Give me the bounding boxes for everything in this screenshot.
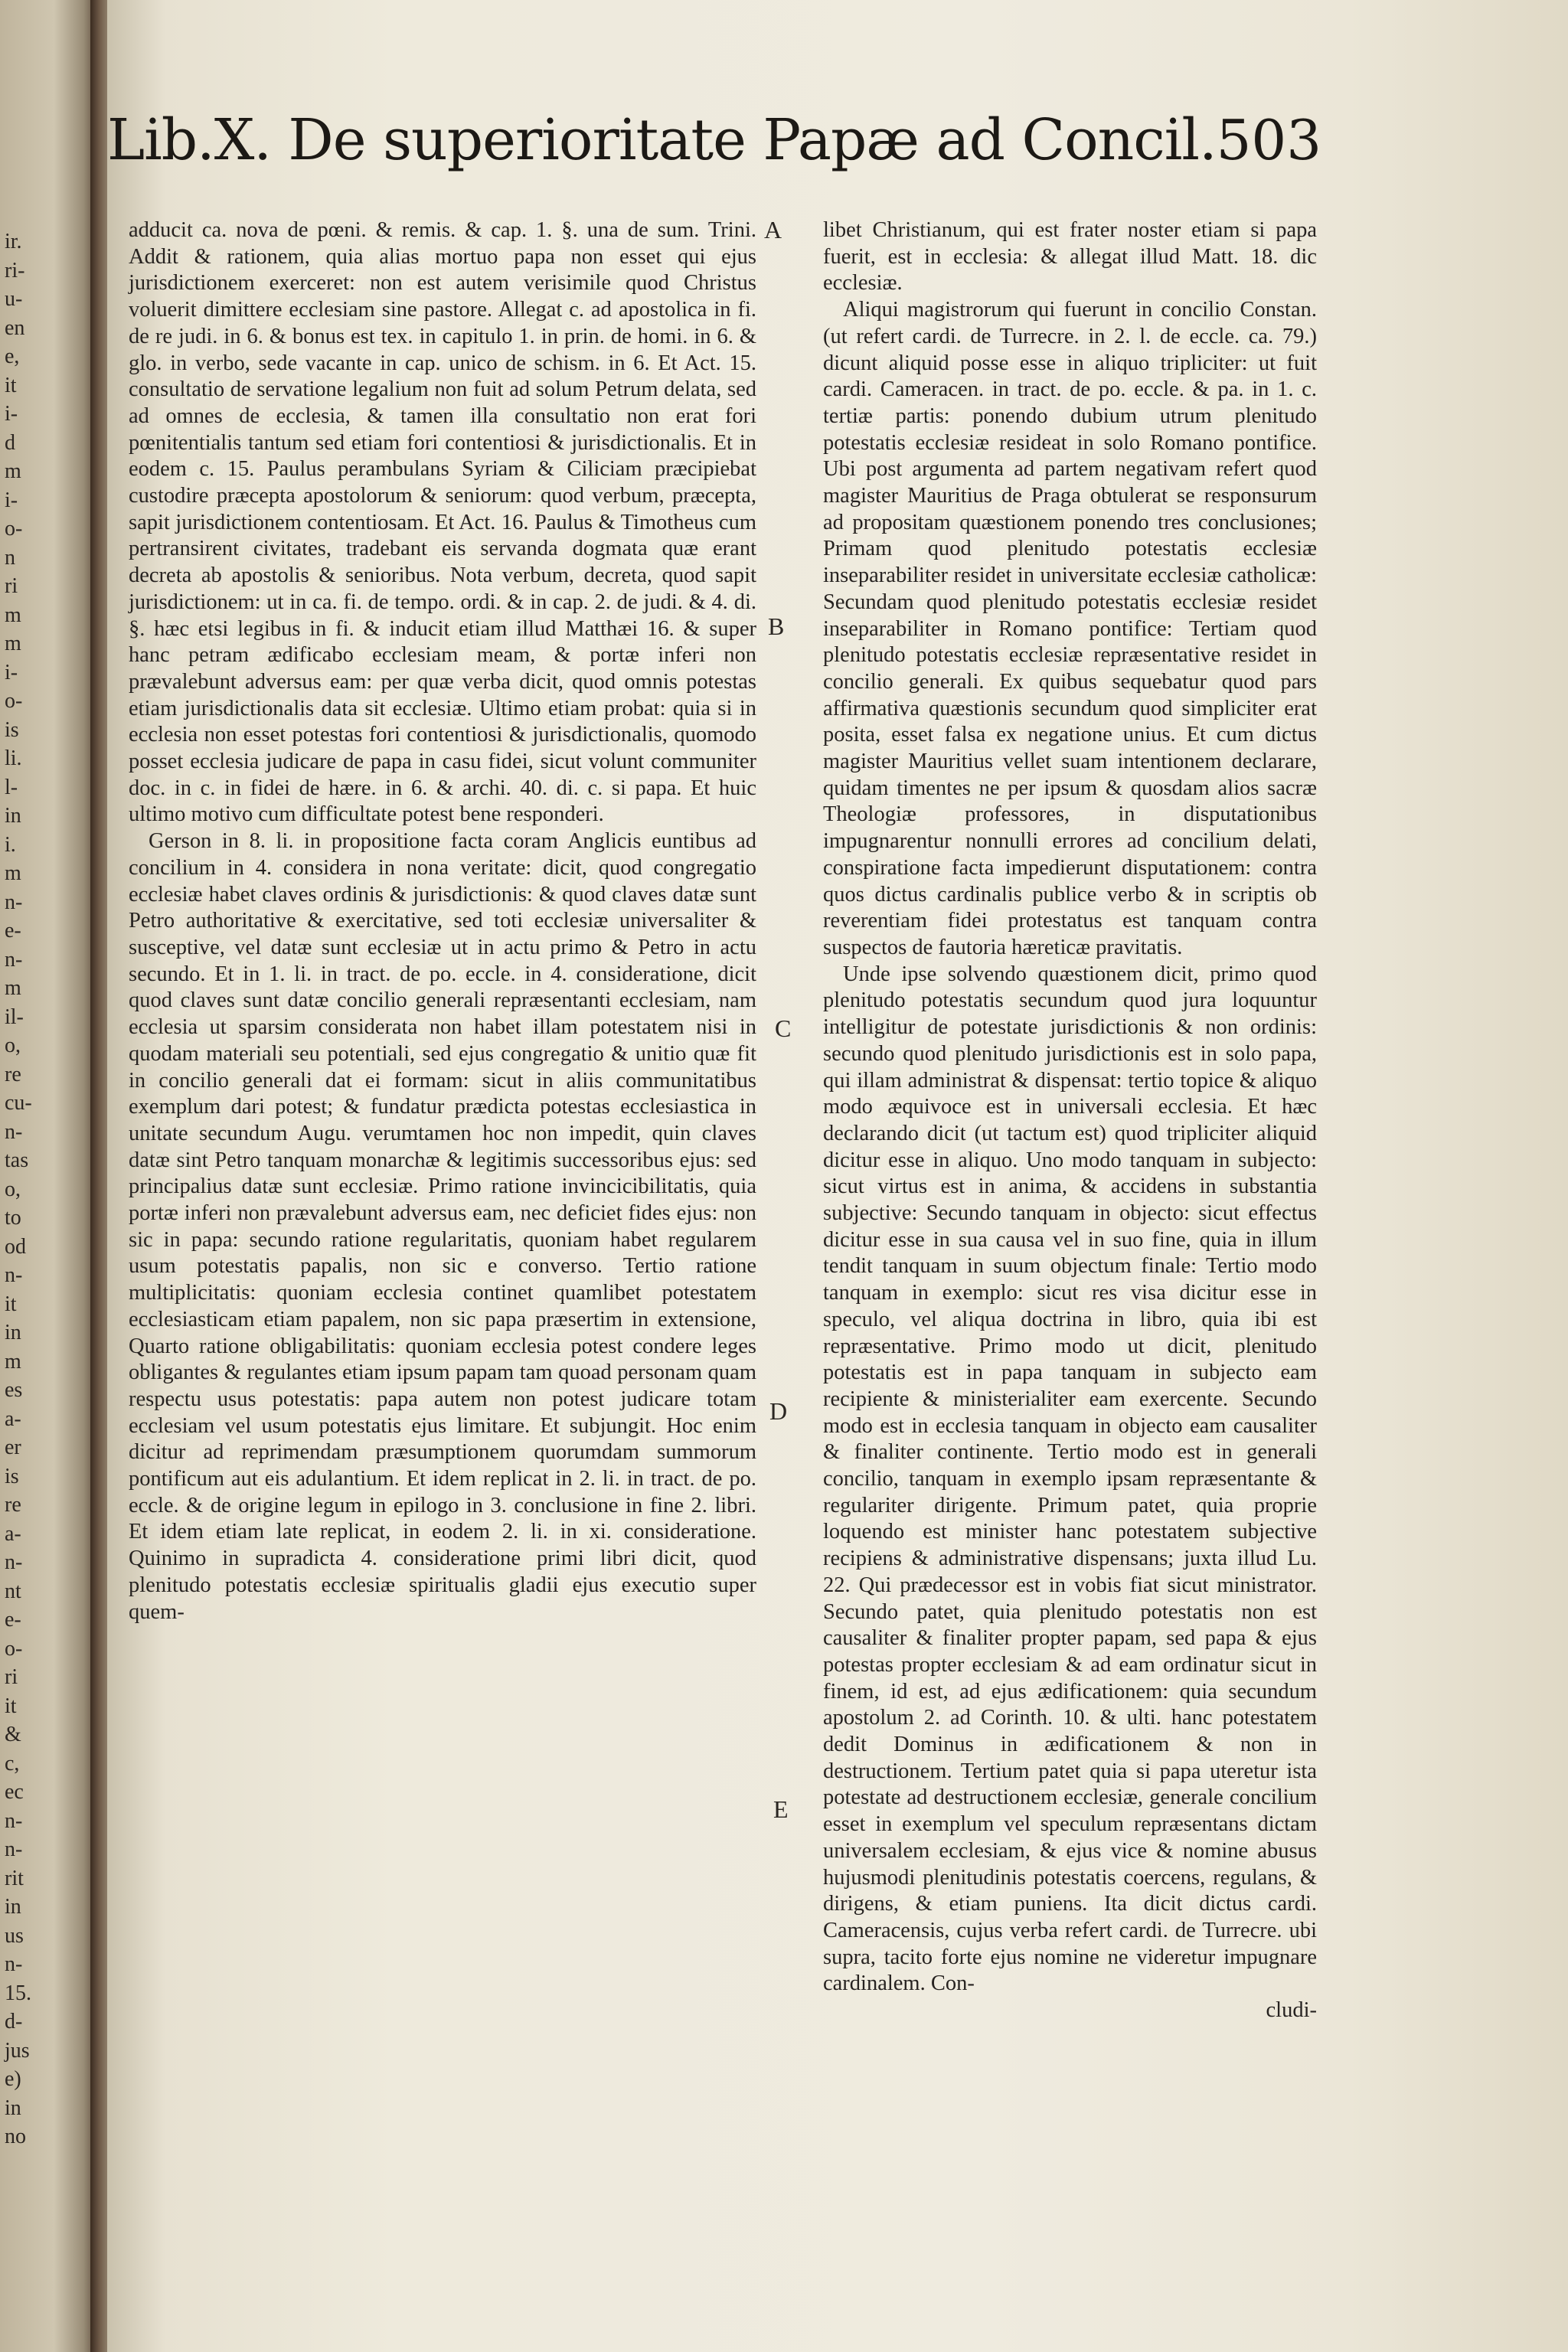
fragment-text: a- <box>5 1406 21 1431</box>
fragment-text: e) <box>5 2067 21 2091</box>
fragment-text: rit <box>5 1866 24 1890</box>
fragment-text: m <box>5 1349 21 1374</box>
fragment-text: i- <box>5 402 18 426</box>
margin-marker-e: E <box>773 1795 789 1823</box>
fragment-text: cu- <box>5 1091 32 1115</box>
fragment-text: in <box>5 804 21 828</box>
page-header <box>107 107 1322 173</box>
fragment-text: tas <box>5 1148 29 1172</box>
fragment-text: n- <box>5 947 23 972</box>
fragment-text: m <box>5 976 21 1000</box>
fragment-text: ri <box>5 1665 18 1689</box>
margin-marker-b: B <box>768 612 785 640</box>
fragment-text: e, <box>5 345 20 368</box>
fragment-text: l- <box>5 775 18 799</box>
fragment-text: es <box>5 1378 23 1402</box>
fragment-text: is <box>5 1464 19 1488</box>
fragment-text: u- <box>5 287 23 311</box>
fragment-text: m <box>5 861 21 885</box>
fragment-text: n- <box>5 1263 23 1287</box>
fragment-text: n- <box>5 1838 23 1861</box>
fragment-text: i- <box>5 488 18 512</box>
previous-page-fragment <box>0 0 98 2352</box>
fragment-text: re <box>5 1062 21 1086</box>
fragment-text: i- <box>5 660 18 684</box>
fragment-text: m <box>5 603 21 627</box>
fragment-text: en <box>5 315 25 340</box>
paragraph: Aliqui magistrorum qui fuerunt in concilio Constan. (ut refert cardi. de Turrecre. in 2. l. de eccle. ca. 79.) dicunt aliquid posse esse in aliquo tripliciter: ut fuit cardi. Cameracen. in tract. de po. eccle. & pa. in 1. c. tertiæ partis: ponendo dubium utrum plenitudo potestatis ecclesiæ resideat in solo Romano pontifice. Ubi post argumenta ad partem negativam refert quod magister Mauritius de Praga obtulerat se responsurum ad propositam quæstionem ponendo tres conclusiones; Primam quod plenitudo potestatis ecclesiæ inseparabiliter residet in universitate ecclesiæ catholicæ: Secundam quod plenitudo potestatis ecclesiæ residet inseparabiliter in Romano pontifice: Tertiam quod plenitudo potestatis ecclesiæ repræsentative residet in concilio generali. Ex quibus sequebatur quod pars affirmativa quæstionis secundum quod simpliciter erat posita, esset falsa ex negatione unius. Et cum dictus magister Mauritius vellet suam intentionem declarare, quidam timentes ne per ipsum & quosdam alios sacræ Theologiæ professores, in disputationibus impugnarentur nonnulli errores ad concilium delati, conspiratione facta impedierunt disputationem: contra quos dictus cardinalis publice verbo & in scriptis ob reverentiam fidei protestatus est tanquam contra suspectos de fautoria hæreticæ pravitatis. <box>823 298 1317 959</box>
fragment-text: e- <box>5 919 21 942</box>
fragment-text: od <box>5 1234 26 1259</box>
fragment-text: c, <box>5 1751 20 1775</box>
fragment-text: ri <box>5 574 18 598</box>
fragment-text: d <box>5 430 15 455</box>
fragment-text: d- <box>5 2010 23 2034</box>
fragment-text: li. <box>5 746 22 770</box>
fragment-text: 15. <box>5 1981 31 2005</box>
fragment-text: jus <box>5 2038 30 2063</box>
left-column <box>129 217 756 1625</box>
fragment-text: o- <box>5 517 23 541</box>
fragment-text: m <box>5 632 21 655</box>
right-column <box>823 217 1317 2024</box>
paragraph: Gerson in 8. li. in propositione facta coram Anglicis euntibus ad concilium in 4. considera in nona veritate: dicit, quod congregatio ecclesiæ habet claves ordinis & jurisdictionis: & quod claves datæ sunt Petro authoritative & exercitative, sed toti ecclesiæ universaliter & susceptive, vel datæ sunt ecclesiæ ut in actu primo & Petro in actu secundo. Et in 1. li. in tract. de po. eccle. in 4. consideratione, dicit quod claves sunt datæ concilio generali repræsentanti ecclesiam, nam ecclesia ut sparsim considerata non habet illam potestatem nisi in quodam materiali seu potentiali, sed ejus congregatio & unitio quæ fit in concilio generali dat ei formam: sicut in aliis communitatibus exemplum dari potest; & fundatur prædicta potestas ecclesiastica in unitate secundum Augu. verumtamen hoc non impedit, quin claves datæ sint Petro tanquam monarchæ & legitimis successoribus ejus: sed principalius datæ sunt ecclesiæ. Primo ratione invincicibilitatis, quia portæ inferi non prævalebunt adversus eam, nec deficiet fides ejus: non sic in papa: secundo ratione regularitatis, quoniam habet regularem usum potestatis papalis, non sic e converso. Tertio ratione multiplicitatis: quoniam ecclesia continet quamlibet potestatem ecclesiasticam etiam papalem, non sic papa præsertim in extensione, Quarto ratione obligabilitatis: quoniam ecclesia potest condere leges obligantes & regulantes etiam ipsum papam tam quoad personam quam respectu usus potestatis: papa autem non potest judicare totam ecclesiam vel usum potestatis ejus limitare. Et subjungit. Hoc enim dicitur ad reprimendam præsumptionem quorumdam summorum pontificum aut eis adulantium. Et idem replicat in 2. li. in tract. de po. eccle. & de origine legum in epilogo in 3. conclusione in fine 2. libri. Et idem etiam late replicat, in eodem 2. li. in xi. consideratione. Quinimo in supradicta 4. consideratione primi libri dicit, quod plenitudo potestatis ecclesiæ spiritualis gladii ejus executio super quem- <box>129 829 756 1624</box>
fragment-text: & <box>5 1723 21 1746</box>
fragment-text: no <box>5 2125 26 2148</box>
margin-marker-c: C <box>775 1014 792 1042</box>
fragment-text: n <box>5 545 15 570</box>
running-title: Lib.X. De superioritate Papæ ad Concil. <box>107 107 1217 173</box>
fragment-text: it <box>5 1694 17 1718</box>
fragment-text: ec <box>5 1780 24 1804</box>
fragment-text: it <box>5 373 17 397</box>
fragment-text: n- <box>5 890 23 914</box>
fragment-text: in <box>5 1321 21 1344</box>
fragment-text: it <box>5 1292 17 1316</box>
fragment-text: il- <box>5 1004 24 1029</box>
fragment-text: o- <box>5 1636 23 1661</box>
margin-marker-d: D <box>769 1397 788 1425</box>
paragraph: libet Christianum, qui est frater noster etiam si papa fuerit, est in ecclesia: & allegat illud Matt. 18. dic ecclesiæ. <box>823 218 1317 296</box>
fragment-text: ri- <box>5 258 25 283</box>
fragment-text: is <box>5 717 19 742</box>
fragment-text: in <box>5 2096 21 2120</box>
fragment-text: in <box>5 1895 21 1919</box>
margin-marker-a: A <box>764 216 782 243</box>
catchword: cludi- <box>1266 1998 1317 2023</box>
fragment-text: i. <box>5 832 16 857</box>
fragment-text: us <box>5 1923 24 1948</box>
fragment-text: n- <box>5 1952 23 1976</box>
fragment-text: o, <box>5 1177 21 1201</box>
fragment-text: a- <box>5 1521 21 1546</box>
paragraph: adducit ca. nova de pœni. & remis. & cap. 1. §. una de sum. Trini. Addit & rationem, quia alias mortuo papa non esset qui ejus jurisdictionem exerceret: non est autem verisimile quod Christus voluerit dimittere ecclesiam sine pastore. Allegat c. ad apostolica in fi. de re judi. in 6. & bonus est tex. in capitulo 1. in prin. de homi. in 6. & glo. in verbo, sede vacante in cap. unico de schism. in 6. Et Act. 15. consultatio de servatione legalium non fuit ad solum Petrum delata, sed ad omnes de ecclesia, & tamen illa consultatio non erat fori pœnitentialis tantum sed etiam fori contentiosi & jurisdictionalis. Et in eodem c. 15. Paulus perambulans Syriam & Ciliciam præcipiebat custodire præcepta apostolorum & seniorum: quod verbum, præcepta, sapit jurisdictionem contentiosam. Et Act. 16. Paulus & Timotheus cum pertransirent civitates, tradebant eis servanda dogmata quæ erant decreta ab apostolis & senioribus. Nota verbum, decreta, quod sapit jurisdictionem: ut in ca. fi. de tempo. ordi. & in cap. 2. de judi. & 4. di. §. hæc etsi legibus in fi. & inducit etiam illud Matthæi 16. & super hanc petram ædificabo ecclesiam meam, & portæ inferi non prævalebunt adversus eam: per quæ verba dicit, quod omnis potestas etiam jurisdictionalis data sit ecclesiæ. Ultimo etiam probat: quia si in ecclesia non esset potestas fori contentiosi & jurisdictionalis, quomodo posset ecclesia judicare de papa in casu fidei, sicut volunt communiter doc. in c. in fidei de hære. in 6. & archi. 40. di. c. si papa. Et huic ultimo motivo cum difficultate potest bene responderi. <box>129 218 756 827</box>
fragment-text: re <box>5 1493 21 1517</box>
fragment-text: o, <box>5 1034 21 1057</box>
fragment-text: ir. <box>5 230 22 253</box>
fragment-text: o- <box>5 689 23 713</box>
fragment-text: n- <box>5 1550 23 1574</box>
fragment-text: n- <box>5 1119 23 1144</box>
fragment-text: er <box>5 1436 21 1459</box>
page-number: 503 <box>1216 108 1322 172</box>
paragraph: Unde ipse solvendo quæstionem dicit, primo quod plenitudo potestatis secundum quod jura loquuntur intelligitur de potestate jurisdictionis & non ordinis: secundo quod plenitudo jurisdictionis est in solo papa, qui illam administrat & dispensat: tertio topice & aliquo modo æquivoce est in universali ecclesia. Et hæc declarando dicit (ut tactum est) quod tripliciter aliquid dicitur esse in aliquo. Uno modo tanquam in subjecto: sicut virtus est in anima, & accidens in substantia subjective: Secundo tanquam in objecto: sicut effectus dicitur esse in sua causa vel in suo fine, quia in illum tendit tanquam in suum objectum finale: Tertio modo tanquam in exemplo: sicut res visa dicitur esse in speculo, vel aliqua doctrina in libro, quia ibi est repræsentative. Primo modo ut dicit, plenitudo potestatis est in papa tanquam in subjecto eam recipiente & ministerialiter eam exercente. Secundo modo est in ecclesia tanquam in objecto eam causaliter & finaliter continente. Tertio modo est in generali concilio, tanquam in exemplo ipsam repræsentante & regulariter dirigente. Primum patet, quia proprie loquendo est minister hanc potestatem subjective recipiens & administrative dispensans; juxta illud Lu. 22. Qui prædecessor est in vobis fiat sicut ministrator. Secundo patet, quia plenitudo potestatis non est causaliter & finaliter propter papam, sed papa & ejus potestas propter ecclesiam & ad eam ordinatur sicut in finem, id est, ad ejus ædificationem: quia secundum apostolum 2. ad Corinth. 10. & ulti. hanc potestatem dedit Dominus in ædificationem & non in destructionem. Tertium patet quia si papa uteretur ista potestate ad destructionem ecclesiæ, generale concilium esset in exemplum vel speculum repræsentans dictam universalem ecclesiam, & ejus vice & nomine abusus hujusmodi plenitudinis potestatis coercens, regulans, & dirigens, & etiam puniens. Ita dicit dictus cardi. Cameracensis, cujus verba refert cardi. de Turrecre. ubi supra, tacito forte ejus nomine ne videretur impugnare cardinalem. Con- <box>823 962 1317 1996</box>
fragment-text: nt <box>5 1579 21 1603</box>
fragment-text: to <box>5 1206 21 1230</box>
fragment-text: n- <box>5 1808 23 1833</box>
fragment-text: e- <box>5 1608 21 1632</box>
fragment-text: m <box>5 459 21 483</box>
